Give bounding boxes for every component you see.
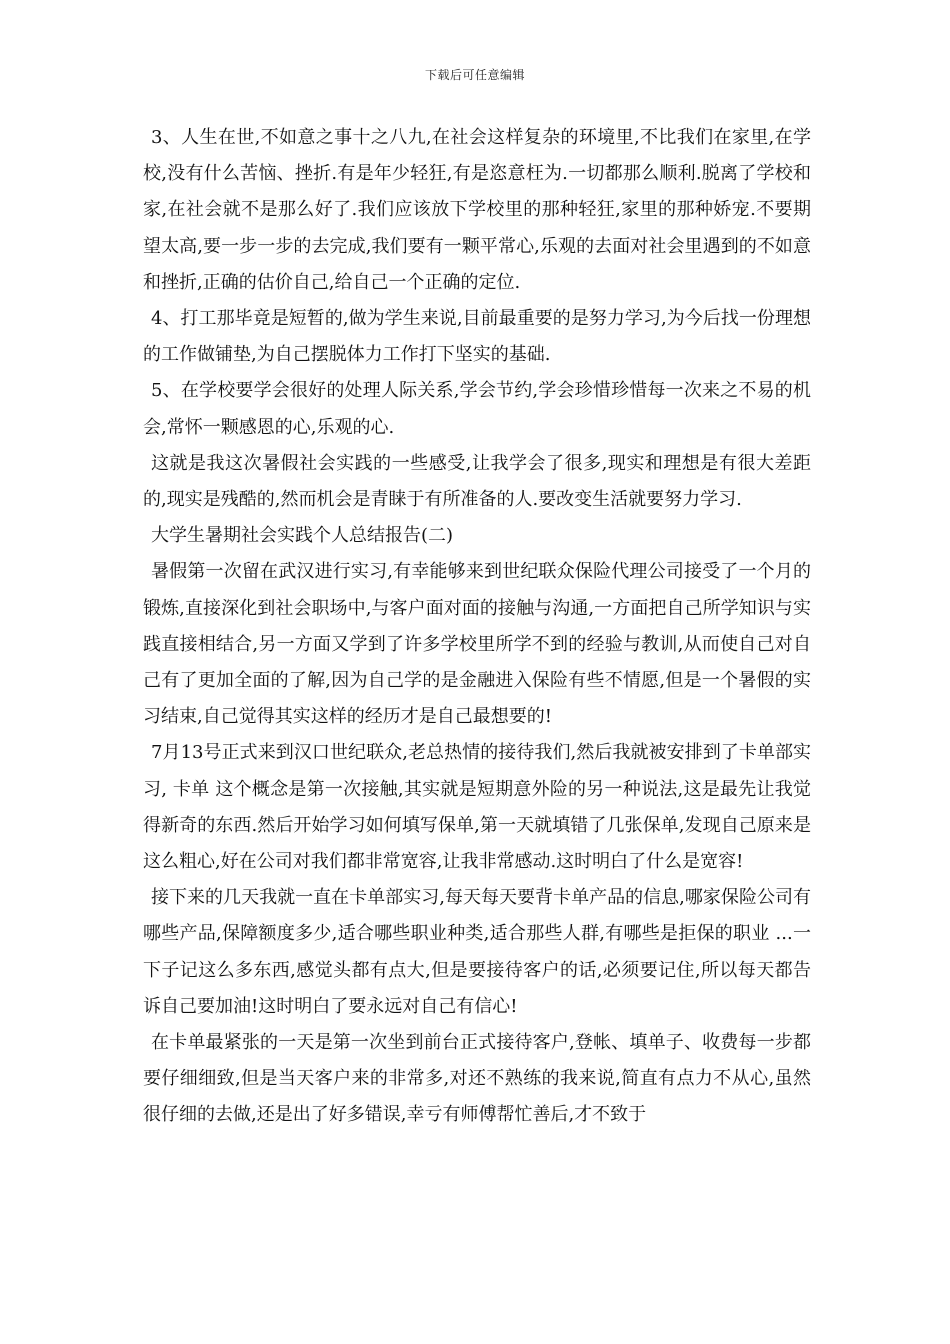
paragraph-item-4: 4、打工那毕竟是短暂的,做为学生来说,目前最重要的是努力学习,为今后找一份理想的工作做铺垫,为自己摆脱体力工作打下坚实的基础.: [143, 308, 811, 366]
paragraph-item-5: 5、在学校要学会很好的处理人际关系,学会节约,学会珍惜珍惜每一次来之不易的机会,常怀一颗感恩的心,乐观的心.: [143, 380, 811, 438]
paragraph-item-3: 3、人生在世,不如意之事十之八九,在社会这样复杂的环境里,不比我们在家里,在学校,没有什么苦恼、挫折.有是年少轻狂,有是恣意枉为.一切都那么顺利.脱离了学校和家,在社会就不是那么好了.我们应该放下学校里的那种轻狂,家里的那种娇宠.不要期望太高,要一步一步的去完成,我们要有一颗平常心,乐观的去面对社会里遇到的不如意和挫折,正确的估价自己,给自己一个正确的定位.: [143, 127, 811, 293]
paragraph-summary: 这就是我这次暑假社会实践的一些感受,让我学会了很多,现实和理想是有很大差距的,现实是残酷的,然而机会是青睐于有所准备的人.要改变生活就要努力学习.: [143, 452, 811, 511]
paragraph-july-13: 7月13号正式来到汉口世纪联众,老总热情的接待我们,然后我就被安排到了卡单部实习, 卡单 这个概念是第一次接触,其实就是短期意外险的另一种说法,这是最先让我觉得新奇的东西.然后开始学习如何填写保单,第一天就填错了几张保单,发现自己原来是这么粗心,好在公司对我们都非常宽容,让我非常感动.这时明白了什么是宽容!: [143, 742, 811, 873]
paragraph-busiest-day: 在卡单最紧张的一天是第一次坐到前台正式接待客户,登帐、填单子、收费每一步都要仔细细致,但是当天客户来的非常多,对还不熟练的我来说,简直有点力不从心,虽然很仔细的去做,还是出了好多错误,幸亏有师傅帮忙善后,才不致于: [143, 1032, 811, 1126]
section-heading: 大学生暑期社会实践个人总结报告(二): [151, 525, 454, 547]
document-body: [143, 120, 811, 1134]
paragraph-following-days: 接下来的几天我就一直在卡单部实习,每天每天要背卡单产品的信息,哪家保险公司有哪些产品,保障额度多少,适合哪些职业种类,适合那些人群,有哪些是拒保的职业 ...一下子记这么多东西,感觉头都有点大,但是要接待客户的话,必须要记住,所以每天都告诉自己要加油!这时明白了要永远对自己有信心!: [143, 887, 811, 1017]
page-header: 下载后可任意编辑: [424, 68, 525, 82]
paragraph-intro: 暑假第一次留在武汉进行实习,有幸能够来到世纪联众保险代理公司接受了一个月的锻炼,直接深化到社会职场中,与客户面对面的接触与沟通,一方面把自己所学知识与实践直接相结合,另一方面又学到了许多学校里所学不到的经验与教训,从而使自己对自己有了更加全面的了解,因为自己学的是金融进入保险有些不情愿,但是一个暑假的实习结束,自己觉得其实这样的经历才是自己最想要的!: [143, 561, 811, 728]
